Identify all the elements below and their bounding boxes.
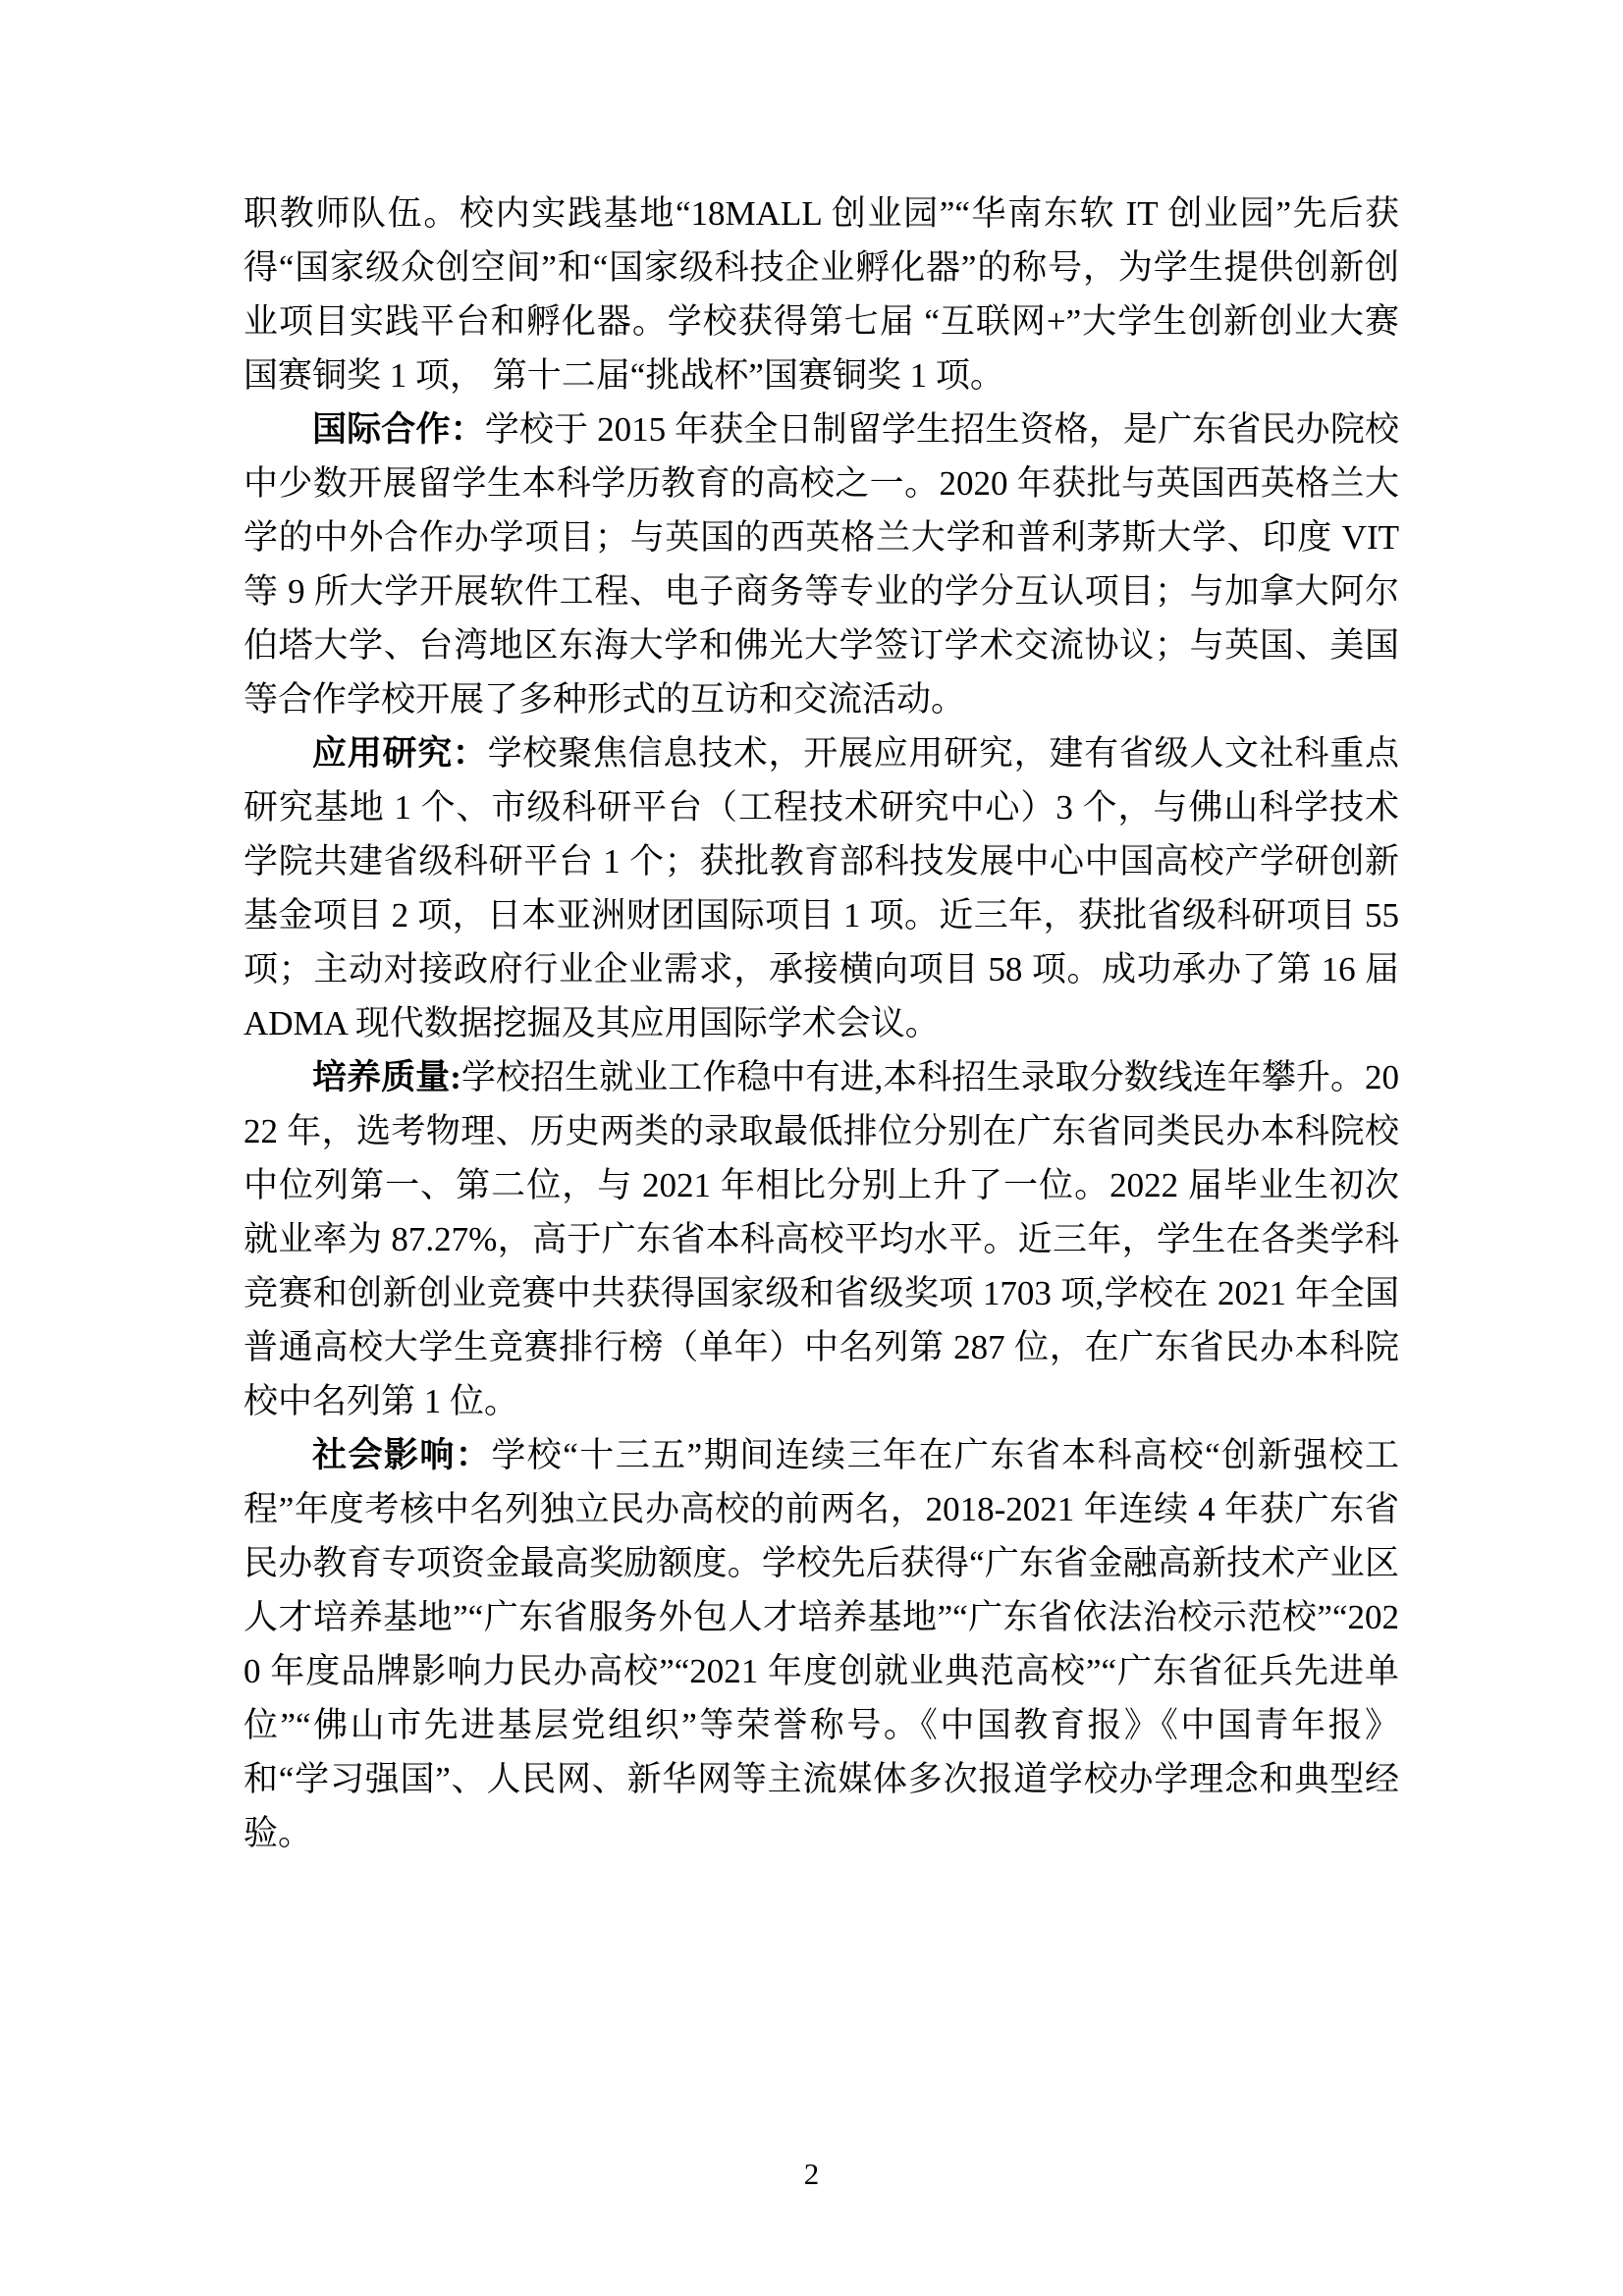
paragraph-heading: 国际合作： (312, 410, 485, 449)
paragraph-text: 学校于 2015 年获全日制留学生招生资格，是广东省民办院校中少数开展留学生本科学历教育的高校之一。2020 年获批与英国西英格兰大学的中外合作办学项目；与英国的西英格兰大学和普利茅斯大学、印度 VIT 等 9 所大学开展软件工程、电子商务等专业的学分互认项目；与加拿大阿尔伯塔大学、台湾地区东海大学和佛光大学签订学术交流协议；与英国、美国等合作学校开展了多种形式的互访和交流活动。 (243, 410, 1399, 719)
paragraph-text: 学校“十三五”期间连续三年在广东省本科高校“创新强校工程”年度考核中名列独立民办高校的前两名，2018-2021 年连续 4 年获广东省民办教育专项资金最高奖励额度。学校先后获得“广东省金融高新技术产业区人才培养基地”“广东省服务外包人才培养基地”“广东省依法治校示范校”“2020 年度品牌影响力民办高校”“2021 年度创就业典范高校”“广东省征兵先进单位”“佛山市先进基层党组织”等荣誉称号。《中国教育报》《中国青年报》和“学习强国”、人民网、新华网等主流媒体多次报道学校办学理念和典型经验。 (243, 1436, 1399, 1852)
paragraph-heading: 应用研究： (312, 734, 488, 773)
paragraph-heading: 社会影响： (312, 1436, 492, 1474)
paragraph-heading: 培养质量: (312, 1058, 461, 1096)
page-number: 2 (803, 2157, 820, 2191)
body-text (243, 187, 1399, 1860)
paragraph-training-quality (243, 1050, 1399, 1428)
paragraph-social-impact (243, 1428, 1399, 1860)
paragraph-text: 学校聚焦信息技术，开展应用研究，建有省级人文社科重点研究基地 1 个、市级科研平台（工程技术研究中心）3 个，与佛山科学技术学院共建省级科研平台 1 个；获批教育部科技发展中心中国高校产学研创新基金项目 2 项，日本亚洲财团国际项目 1 项。近三年，获批省级科研项目 55 项；主动对接政府行业企业需求，承接横向项目 58 项。成功承办了第 16 届 ADMA 现代数据挖掘及其应用国际学术会议。 (243, 734, 1399, 1042)
paragraph-text: 职教师队伍。校内实践基地“18MALL 创业园”“华南东软 IT 创业园”先后获得“国家级众创空间”和“国家级科技企业孵化器”的称号，为学生提供创新创业项目实践平台和孵化器。学校获得第七届 “互联网+”大学生创新创业大赛国赛铜奖 1 项， 第十二届“挑战杯”国赛铜奖 1 项。 (243, 194, 1399, 395)
paragraph-applied-research (243, 726, 1399, 1050)
paragraph-text: 学校招生就业工作稳中有进,本科招生录取分数线连年攀升。2022 年，选考物理、历史两类的录取最低排位分别在广东省同类民办本科院校中位列第一、第二位，与 2021 年相比分别上升了一位。2022 届毕业生初次就业率为 87.27%，高于广东省本科高校平均水平。近三年，学生在各类学科竞赛和创新创业竞赛中共获得国家级和省级奖项 1703 项,学校在 2021 年全国普通高校大学生竞赛排行榜（单年）中名列第 287 位，在广东省民办本科院校中名列第 1 位。 (243, 1058, 1399, 1420)
paragraph-practice-bases (243, 187, 1399, 402)
paragraph-international-cooperation (243, 402, 1399, 726)
